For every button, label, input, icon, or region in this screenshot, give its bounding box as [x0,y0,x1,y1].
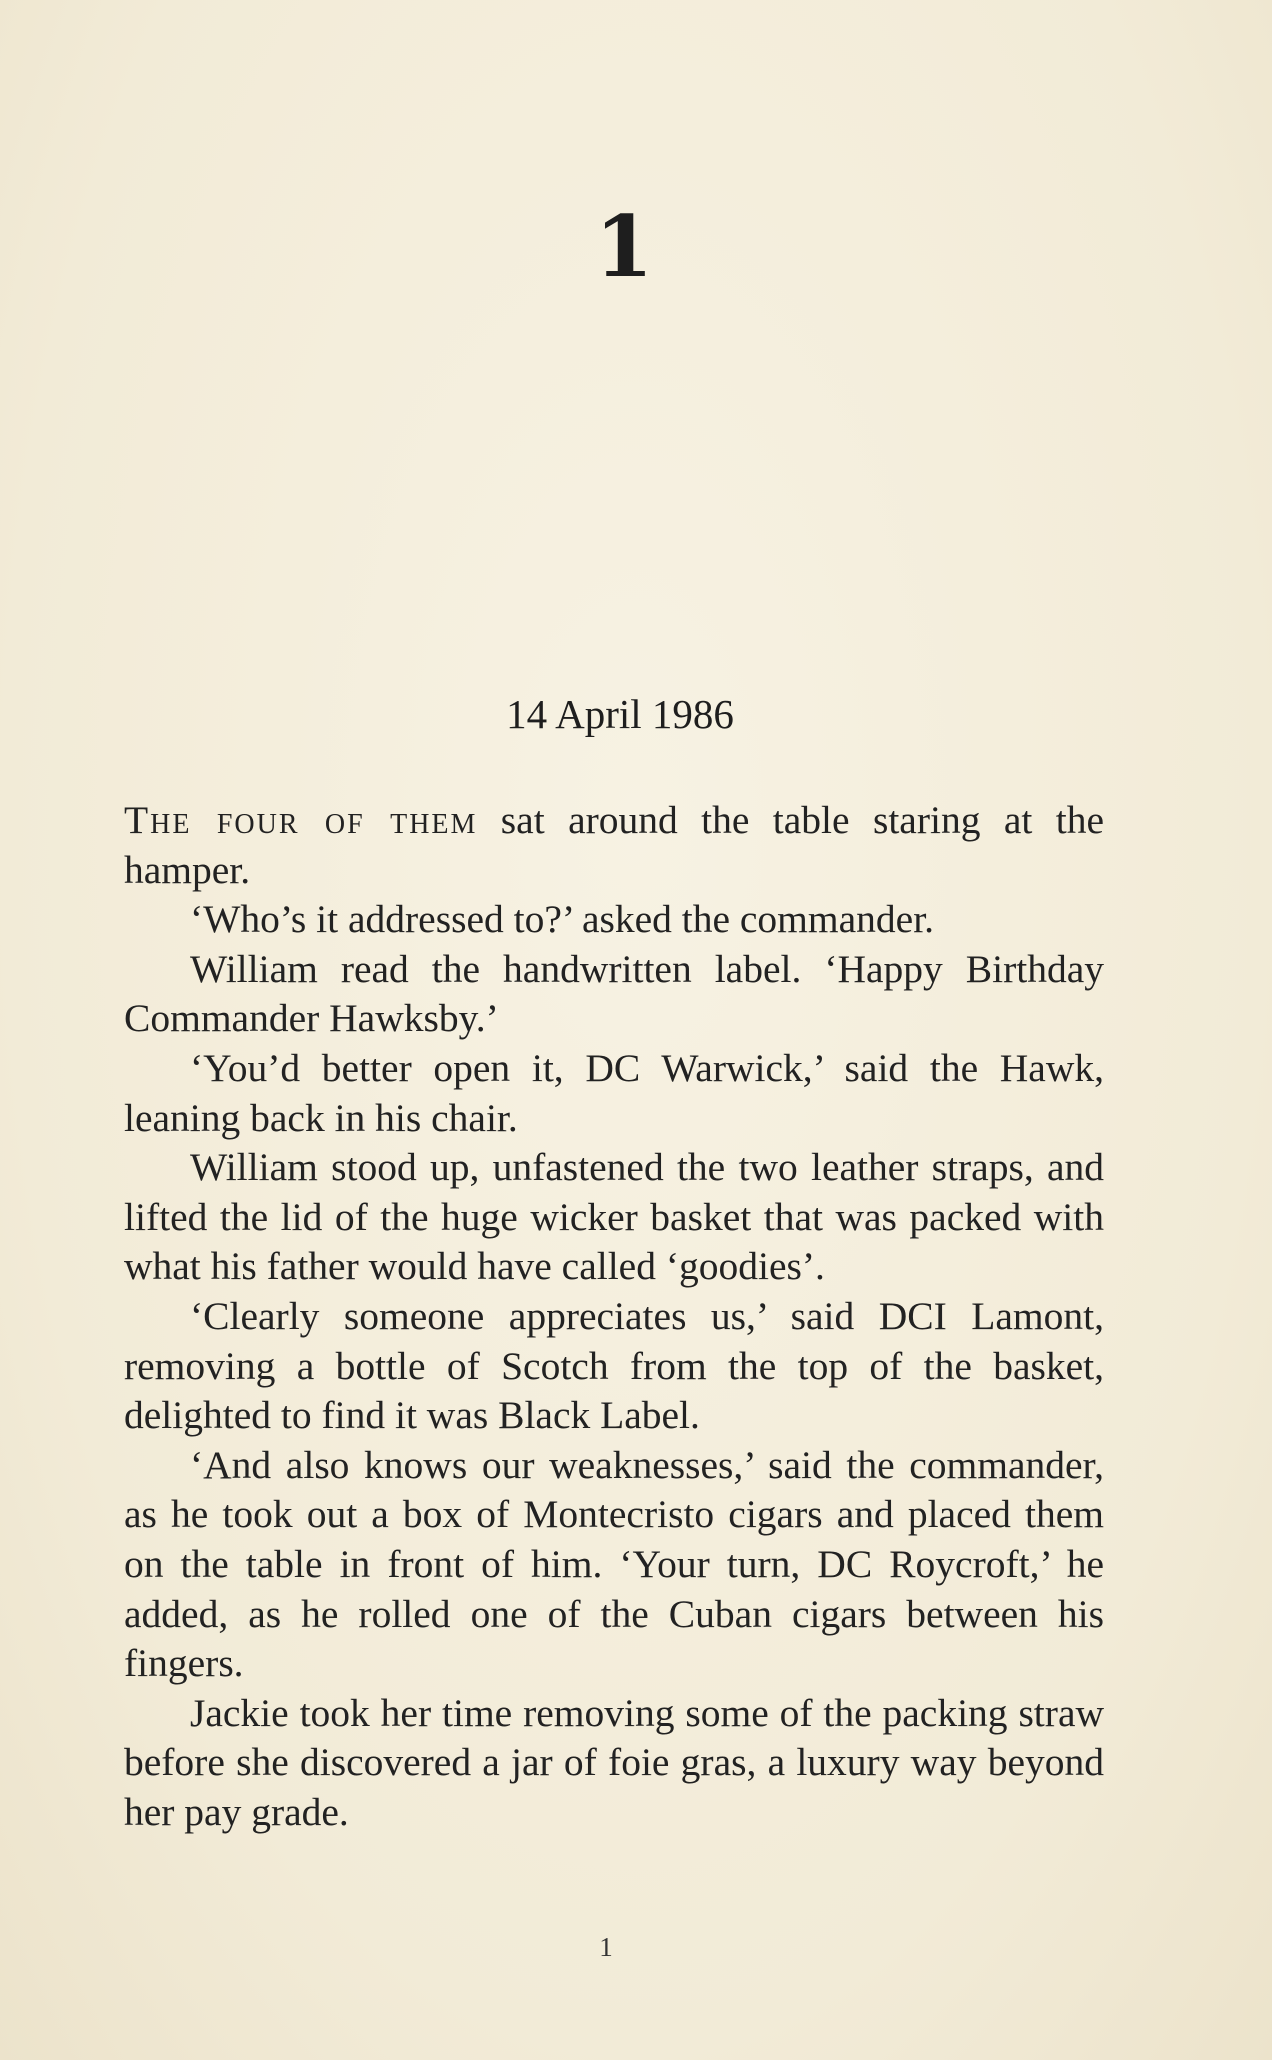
page-number: 1 [599,1932,613,1962]
paragraph: Jackie took her time removing some of the packing straw before she discovered a jar of foie gras, a luxury way beyond her pay grade. [124,1690,1104,1834]
paragraph: ‘And also knows our weaknesses,’ said the commander, as he took out a box of Montecristo cigars and placed them on the table in front of him. ‘Your turn, DC Roycroft,’ he added, as he rolled one of the Cuban cigars between his fingers. [124,1442,1104,1686]
paragraph: ‘You’d better open it, DC Warwick,’ said the Hawk, leaning back in his chair. [124,1045,1104,1140]
paragraph: ‘Clearly someone appreciates us,’ said DCI Lamont, removing a bottle of Scotch from the top of the basket, delighted to find it was Black Label. [124,1293,1104,1438]
paragraph-text: sat around the table staring at the hamper. [124,798,1104,892]
paragraph: William read the handwritten label. ‘Happy Birthday Commander Hawksby.’ [124,946,1104,1041]
paragraph: William stood up, unfastened the two leather straps, and lifted the lid of the huge wicker basket that was packed with what his father would have called ‘goodies’. [124,1145,1104,1289]
body-text [124,796,1104,1837]
paragraph [124,796,1104,895]
paragraph: ‘Who’s it addressed to?’ asked the commander. [190,897,935,942]
opening-words: The four of them [124,798,478,842]
chapter-date: 14 April 1986 [506,691,734,737]
chapter-number: 1 [594,197,654,296]
